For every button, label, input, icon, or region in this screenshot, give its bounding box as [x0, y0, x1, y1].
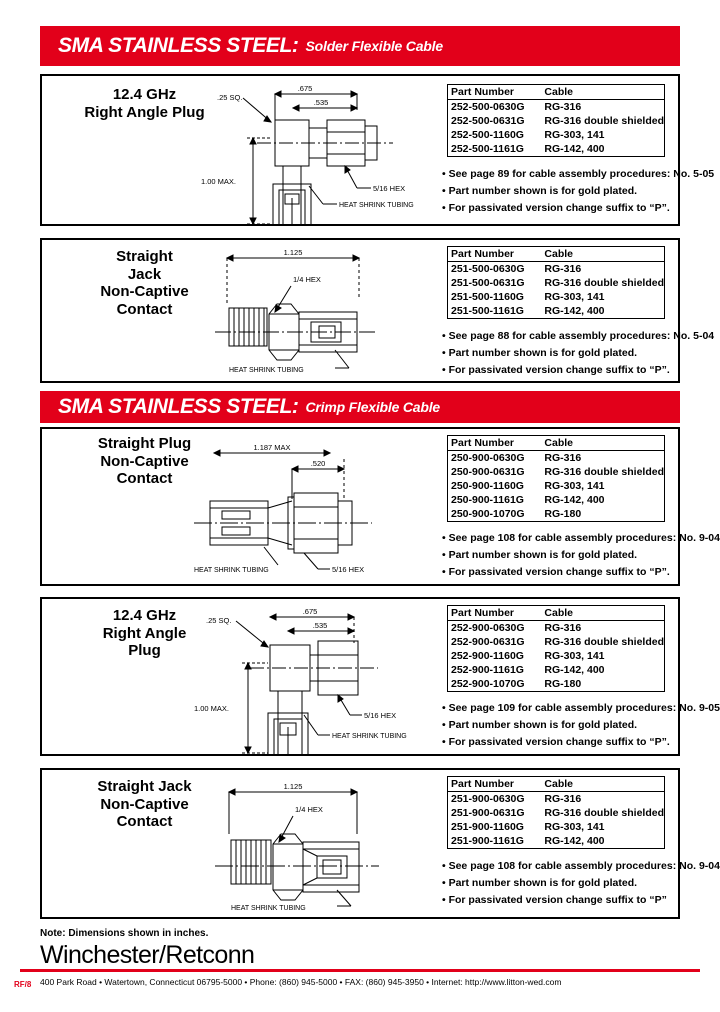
cell-cable: RG-142, 400: [544, 835, 605, 847]
dim-label: 1.125: [283, 248, 303, 257]
cell-part-number: 252-500-1161G: [451, 143, 524, 155]
part-number-table: [447, 776, 665, 849]
cell-cable: RG-142, 400: [544, 664, 605, 676]
cell-part-number: 251-900-0631G: [451, 807, 525, 819]
dim-label: 1.00 MAX.: [201, 177, 237, 186]
panel-title-line: Plug: [128, 642, 161, 660]
table-body: [448, 100, 664, 157]
dim-label: .675: [297, 84, 313, 93]
dim-label: 1.125: [283, 782, 303, 791]
cell-cable: RG-316: [544, 793, 582, 805]
table-row: [448, 304, 664, 318]
panel-notes: [442, 166, 714, 217]
dim-label: .520: [310, 459, 326, 468]
dim-label: .535: [313, 98, 329, 107]
cell-part-number: 251-900-0630G: [451, 793, 525, 805]
drawing-right-angle-plug: [197, 80, 447, 226]
note-bullet: • For passivated version change suffix to “P”: [442, 894, 667, 906]
cell-cable: RG-303, 141: [544, 480, 605, 492]
table-row: [448, 834, 664, 848]
table-row: [448, 276, 664, 290]
section-banner-solder: [40, 26, 680, 66]
product-panel-1: [40, 74, 715, 226]
panel-title-line: Non-Captive: [100, 452, 189, 470]
panel-title-line: Right Angle: [102, 624, 187, 642]
col-header-cable: Cable: [541, 436, 664, 451]
cell-cable: RG-142, 400: [544, 494, 605, 506]
panel-title-line: Straight Jack: [97, 778, 192, 795]
table-body: [448, 262, 664, 319]
note-bullet: • See page 88 for cable assembly procedures: No. 5-04: [442, 330, 715, 342]
drawing-straight-plug: [192, 437, 452, 583]
col-header-part-number: Part Number: [448, 606, 541, 621]
note-bullet: • For passivated version change suffix to “P”.: [442, 566, 670, 578]
cell-cable: RG-316 double shielded: [544, 277, 664, 289]
note-bullet: • See page 109 for cable assembly procedures: No. 9-05: [442, 702, 720, 714]
cell-part-number: 252-900-0630G: [451, 622, 525, 634]
table-row: [448, 451, 664, 466]
table-row: [448, 507, 664, 521]
cell-part-number: 252-900-1161G: [451, 664, 524, 676]
dim-label: 5/16 HEX: [373, 184, 406, 193]
cell-part-number: 252-900-0631G: [451, 636, 525, 648]
page-marker: RF/8: [14, 980, 32, 989]
dim-label: .675: [302, 607, 318, 616]
col-header-part-number: Part Number: [448, 85, 541, 100]
dim-label: HEAT SHRINK TUBING: [231, 905, 306, 912]
table-row: [448, 142, 664, 156]
table-header-row: [448, 247, 664, 262]
note-bullet: • For passivated version change suffix to “P”.: [442, 736, 670, 748]
table-header-row: [448, 777, 664, 792]
dim-label: .25 SQ.: [206, 616, 232, 625]
table-row: [448, 262, 664, 277]
table-row: [448, 465, 664, 479]
cell-cable: RG-316 double shielded: [544, 807, 664, 819]
product-panel-5: [40, 768, 720, 919]
cell-cable: RG-142, 400: [544, 305, 605, 317]
cell-cable: RG-316 double shielded: [544, 466, 664, 478]
cell-part-number: 250-900-0630G: [451, 452, 525, 464]
table-body: [448, 451, 664, 522]
table-row: [448, 635, 664, 649]
note-bullet: • Part number shown is for gold plated.: [442, 347, 638, 359]
part-number-table: [447, 605, 665, 692]
cell-part-number: 251-900-1160G: [451, 821, 524, 833]
note-bullet: • Part number shown is for gold plated.: [442, 719, 638, 731]
table-row: [448, 663, 664, 677]
col-header-cable: Cable: [541, 777, 664, 792]
panel-title-line: Jack: [127, 265, 162, 283]
cell-cable: RG-316: [544, 101, 582, 113]
table-body: [448, 621, 664, 692]
dim-label: 1/4 HEX: [295, 805, 323, 814]
note-bullet: • Part number shown is for gold plated.: [442, 877, 638, 889]
part-number-table: [447, 84, 665, 157]
dim-label: 5/16 HEX: [332, 565, 365, 574]
cell-part-number: 252-500-1160G: [451, 129, 524, 141]
cell-part-number: 250-900-1070G: [451, 508, 525, 520]
col-header-cable: Cable: [541, 247, 664, 262]
product-panel-4: [40, 597, 720, 756]
cell-cable: RG-180: [544, 508, 582, 520]
note-bullet: • See page 108 for cable assembly procedures: No. 9-04: [442, 860, 720, 872]
cell-part-number: 252-500-0630G: [451, 101, 525, 113]
panel-title-line: Straight Plug: [97, 435, 192, 452]
note-bullet: • See page 108 for cable assembly procedures: No. 9-04: [442, 532, 720, 544]
banner-title: SMA STAINLESS STEEL:: [58, 395, 299, 418]
cell-part-number: 251-500-1161G: [451, 305, 524, 317]
panel-title-line: Contact: [116, 813, 173, 831]
company-address: 400 Park Road • Watertown, Connecticut 06795-5000 • Phone: (860) 945-5000 • FAX: (860) 945-3950 • Internet: http://www.litton-wed.com: [40, 977, 562, 987]
dim-label: .535: [312, 621, 328, 630]
col-header-part-number: Part Number: [448, 247, 541, 262]
note-bullet: • See page 89 for cable assembly procedures: No. 5-05: [442, 168, 715, 180]
cell-part-number: 252-900-1070G: [451, 678, 525, 690]
dim-label: HEAT SHRINK TUBING: [339, 202, 414, 209]
dim-label: 1/4 HEX: [293, 275, 321, 284]
footer-divider: [20, 969, 700, 972]
cell-cable: RG-303, 141: [544, 129, 605, 141]
table-row: [448, 806, 664, 820]
dim-label: HEAT SHRINK TUBING: [194, 567, 269, 574]
panel-title-line: 12.4 GHz: [112, 607, 177, 624]
panel-title-line: Non-Captive: [100, 283, 189, 301]
cell-cable: RG-316: [544, 452, 582, 464]
banner-title: SMA STAINLESS STEEL:: [58, 34, 299, 57]
drawing-straight-jack: [207, 778, 447, 914]
cell-part-number: 251-500-0631G: [451, 277, 525, 289]
dim-label: .25 SQ.: [217, 93, 243, 102]
cell-cable: RG-316 double shielded: [544, 636, 664, 648]
note-bullet: • Part number shown is for gold plated.: [442, 549, 638, 561]
cell-part-number: 251-500-1160G: [451, 291, 524, 303]
table-row: [448, 792, 664, 807]
table-row: [448, 100, 664, 115]
col-header-cable: Cable: [541, 606, 664, 621]
col-header-part-number: Part Number: [448, 436, 541, 451]
cell-cable: RG-316 double shielded: [544, 115, 664, 127]
cell-cable: RG-142, 400: [544, 143, 605, 155]
panel-title-line: Right Angle Plug: [84, 103, 205, 121]
table-row: [448, 649, 664, 663]
table-row: [448, 820, 664, 834]
cell-part-number: 250-900-1160G: [451, 480, 524, 492]
col-header-cable: Cable: [541, 85, 664, 100]
cell-cable: RG-180: [544, 678, 582, 690]
panel-title-line: Straight: [116, 248, 173, 265]
table-row: [448, 493, 664, 507]
banner-subtitle: Solder Flexible Cable: [305, 38, 443, 54]
note-bullet: • For passivated version change suffix to “P”.: [442, 364, 670, 376]
cell-part-number: 252-900-1160G: [451, 650, 524, 662]
dim-label: 5/16 HEX: [364, 711, 397, 720]
drawing-right-angle-plug: [192, 603, 452, 755]
panel-title-line: Contact: [116, 301, 173, 319]
table-header-row: [448, 436, 664, 451]
cell-part-number: 251-500-0630G: [451, 263, 525, 275]
cell-cable: RG-316: [544, 263, 582, 275]
section-banner-crimp: [40, 391, 680, 423]
table-row: [448, 677, 664, 691]
table-header-row: [448, 606, 664, 621]
cell-cable: RG-303, 141: [544, 821, 605, 833]
cell-part-number: 250-900-1161G: [451, 494, 524, 506]
product-panel-3: [40, 427, 720, 586]
table-row: [448, 621, 664, 636]
dim-label: HEAT SHRINK TUBING: [332, 733, 407, 740]
panel-notes: [442, 328, 714, 379]
cell-part-number: 252-500-0631G: [451, 115, 525, 127]
cell-cable: RG-316: [544, 622, 582, 634]
cell-part-number: 250-900-0631G: [451, 466, 525, 478]
part-number-table: [447, 435, 665, 522]
cell-part-number: 251-900-1161G: [451, 835, 524, 847]
cell-cable: RG-303, 141: [544, 291, 605, 303]
part-number-table: [447, 246, 665, 319]
cell-cable: RG-303, 141: [544, 650, 605, 662]
dim-label: 1.00 MAX.: [194, 704, 230, 713]
drawing-straight-jack: [207, 246, 447, 378]
dim-label: 1.187 MAX: [253, 443, 291, 452]
note-bullet: • For passivated version change suffix to “P”.: [442, 202, 670, 214]
panel-notes: [442, 858, 720, 909]
panel-notes: [442, 530, 720, 581]
panel-title-line: Contact: [116, 470, 173, 488]
panel-title-line: 12.4 GHz: [112, 86, 177, 103]
table-row: [448, 479, 664, 493]
panel-title-line: Non-Captive: [100, 795, 189, 813]
table-row: [448, 128, 664, 142]
dim-label: HEAT SHRINK TUBING: [229, 367, 304, 374]
table-row: [448, 114, 664, 128]
company-logo: Winchester/Retconn: [40, 941, 255, 969]
table-body: [448, 792, 664, 849]
dimensions-note: Note: Dimensions shown in inches.: [40, 928, 209, 939]
table-header-row: [448, 85, 664, 100]
panel-notes: [442, 700, 720, 751]
banner-subtitle: Crimp Flexible Cable: [305, 399, 440, 415]
col-header-part-number: Part Number: [448, 777, 541, 792]
product-panel-2: [40, 238, 715, 383]
table-row: [448, 290, 664, 304]
note-bullet: • Part number shown is for gold plated.: [442, 185, 638, 197]
